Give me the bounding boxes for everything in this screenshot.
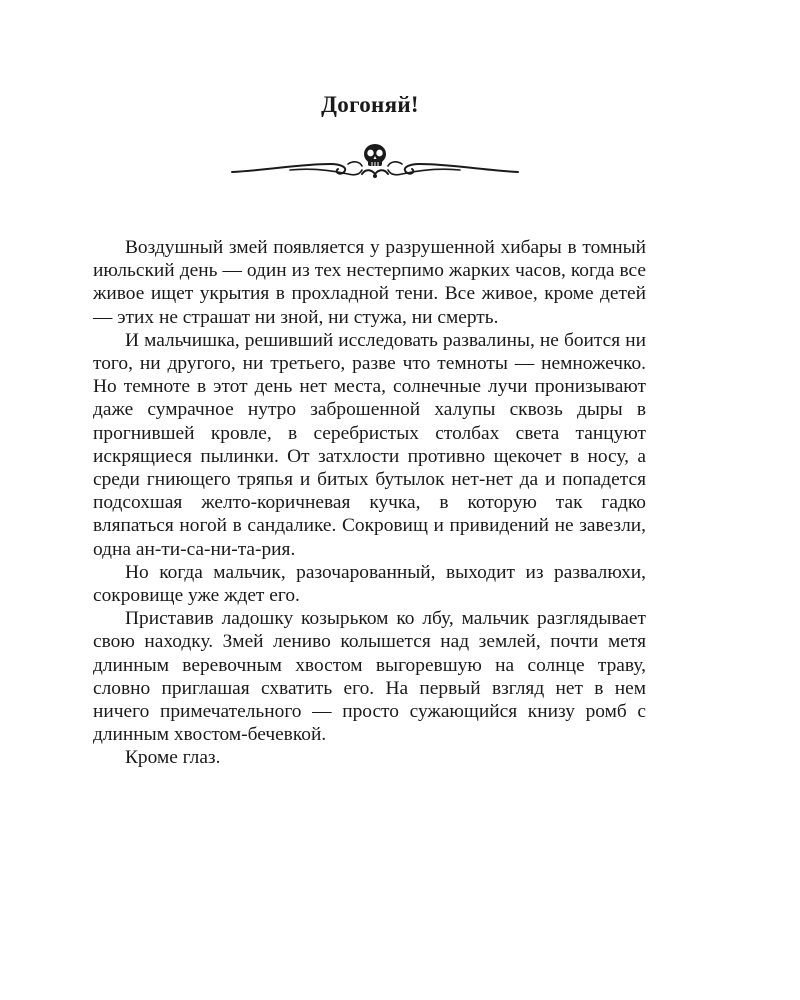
paragraph: И мальчишка, решивший исследовать развалины, не боится ни того, ни другого, ни третьего, разве что темноты — немножечко. Но темноте в этот день нет места, солнечные лучи пронизывают даже сумрачное нутро заброшенной халупы сквозь дыры в прогнившей кровле, в серебристых столбах света танцуют искрящиеся пылинки. От затхлости противно щекочет в носу, а среди гниющего тряпья и битых бутылок нет-нет да и попадется подсохшая желто-коричневая кучка, в которую так гадко вляпаться ногой в сандалике. Сокровищ и привидений не завезли, одна ан-ти-са-ни-та-рия.: [93, 329, 646, 560]
paragraph: Но когда мальчик, разочарованный, выходит из развалюхи, сокровище уже ждет его.: [93, 561, 646, 607]
skull-flourish-icon: [230, 140, 520, 184]
body-text: [93, 236, 646, 770]
chapter-title: Догоняй!: [321, 92, 419, 117]
paragraph: Кроме глаз.: [125, 747, 221, 769]
paragraph: Приставив ладошку козырьком ко лбу, мальчик разглядывает свою находку. Змей лениво колышется над землей, почти метя длинным веревочным хвостом выгоревшую на солнце траву, словно приглашая схватить его. На первый взгляд нет в нем ничего примечательного — просто сужающийся книзу ромб с длинным хвостом-бечевкой.: [93, 608, 646, 746]
paragraph: Воздушный змей появляется у разрушенной хибары в томный июльский день — один из тех нестерпимо жарких часов, когда все живое ищет укрытия в прохладной тени. Все живое, кроме детей — этих не страшат ни зной, ни стужа, ни смерть.: [93, 237, 646, 328]
